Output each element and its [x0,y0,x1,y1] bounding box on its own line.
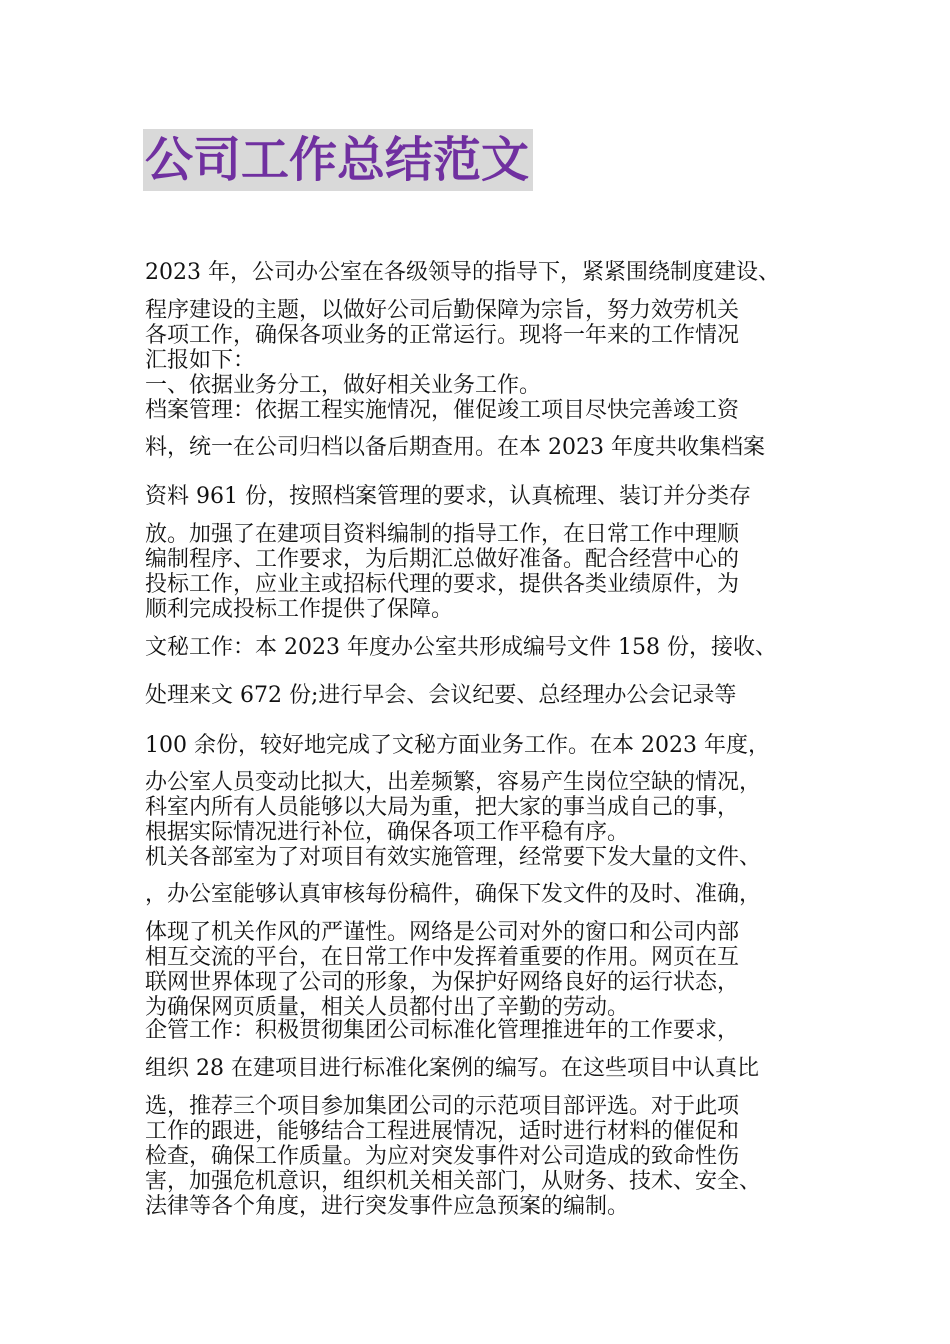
paragraph-line: 投标工作，应业主或招标代理的要求，提供各类业绩原件，为 [145,572,740,597]
paragraph-line: 放。加强了在建项目资料编制的指导工作，在日常工作中理顺 [145,522,740,547]
paragraph-line: 相互交流的平台，在日常工作中发挥着重要的作用。网页在互 [145,945,740,970]
paragraph-line: 编制程序、工作要求，为后期汇总做好准备。配合经营中心的 [145,547,740,572]
paragraph-line: 工作的跟进，能够结合工程进展情况，适时进行材料的催促和 [145,1119,740,1144]
paragraph-line: 100 余份，较好地完成了文秘方面业务工作。在本 2023 年度， [145,733,770,758]
paragraph-line: 汇报如下： [145,348,256,373]
paragraph-line: 处理来文 672 份;进行早会、会议纪要、总经理办公会记录等 [145,683,737,708]
paragraph-line: 办公室人员变动比拟大，出差频繁，容易产生岗位空缺的情况， [145,770,762,795]
paragraph-line: 2023 年，公司办公室在各级领导的指导下，紧紧围绕制度建设、 [145,260,780,285]
paragraph-line: 根据实际情况进行补位，确保各项工作平稳有序。 [145,820,630,845]
paragraph-line: 科室内所有人员能够以大局为重，把大家的事当成自己的事， [145,795,740,820]
paragraph-line: 机关各部室为了对项目有效实施管理，经常要下发大量的文件、 [145,845,762,870]
paragraph-line: 联网世界体现了公司的形象，为保护好网络良好的运行状态， [145,970,740,995]
paragraph-line: 法律等各个角度，进行突发事件应急预案的编制。 [145,1194,630,1219]
paragraph-line: 为确保网页质量，相关人员都付出了辛勤的劳动。 [145,995,630,1020]
paragraph-line: 档案管理：依据工程实施情况，催促竣工项目尽快完善竣工资 [145,398,740,423]
paragraph-line: 检查，确保工作质量。为应对突发事件对公司造成的致命性伤 [145,1144,740,1169]
paragraph-line: 组织 28 在建项目进行标准化案例的编写。在这些项目中认真比 [145,1056,759,1081]
paragraph-line: 害，加强危机意识，组织机关相关部门，从财务、技术、安全、 [145,1169,762,1194]
paragraph-line: 文秘工作：本 2023 年度办公室共形成编号文件 158 份，接收、 [145,635,777,660]
paragraph-line: 资料 961 份，按照档案管理的要求，认真梳理、装订并分类存 [145,484,751,509]
paragraph-line: 各项工作，确保各项业务的正常运行。现将一年来的工作情况 [145,323,740,348]
paragraph-line: 程序建设的主题，以做好公司后勤保障为宗旨，努力效劳机关 [145,298,740,323]
paragraph-line: 料，统一在公司归档以备后期查用。在本 2023 年度共收集档案 [145,435,765,460]
document-title: 公司工作总结范文 [143,129,533,191]
paragraph-line: ，办公室能够认真审核每份稿件，确保下发文件的及时、准确， [145,882,762,907]
paragraph-line: 一、依据业务分工，做好相关业务工作。 [145,373,542,398]
paragraph-line: 企管工作：积极贯彻集团公司标准化管理推进年的工作要求， [145,1018,740,1043]
paragraph-line: 顺利完成投标工作提供了保障。 [145,597,454,622]
paragraph-line: 体现了机关作风的严谨性。网络是公司对外的窗口和公司内部 [145,920,740,945]
paragraph-line: 选，推荐三个项目参加集团公司的示范项目部评选。对于此项 [145,1094,740,1119]
